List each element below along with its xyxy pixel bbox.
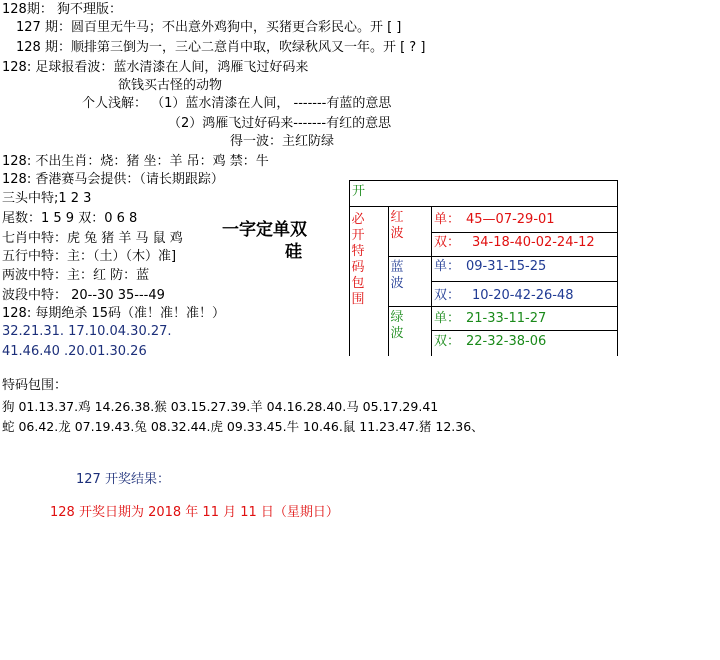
table-side-label: 必开特码包围 xyxy=(351,212,365,307)
green-single-numbers: 21-33-11-27 xyxy=(466,311,547,326)
seven-zodiac-line: 七肖中特：虎 兔 猪 羊 马 鼠 鸡 xyxy=(2,231,183,246)
special-code-title: 特码包围： xyxy=(2,378,68,393)
red-single-numbers: 45—07-29-01 xyxy=(466,212,555,227)
green-double-numbers: 22-32-38-06 xyxy=(466,334,547,349)
blue-single-numbers: 09-31-15-25 xyxy=(466,259,547,274)
three-heads-line: 三头中特;1 2 3 xyxy=(2,191,92,206)
blue-wave-label: 蓝波 xyxy=(390,260,404,291)
header-line-1: 128期： 狗不理版： xyxy=(2,2,122,17)
special-code-row-2: 蛇 06.42.龙 07.19.43.兔 08.32.44.虎 09.33.45.牛 10.46.鼠 11.23.47.猪 12.36、 xyxy=(2,419,484,434)
draw-result-label: 127 开奖结果： xyxy=(76,472,170,487)
no-zodiac-line: 128: 不出生肖：烧：猪 坐：羊 吊：鸡 禁：牛 xyxy=(2,154,269,169)
blue-double-numbers: 10-20-42-26-48 xyxy=(472,288,574,303)
poem-line-1: 128: 足球报看波：蓝水清漆在人间，鸿雁飞过好码来 xyxy=(2,60,309,75)
header-line-3: 128 期：顺排第三倒为一，三心二意肖中取，吹绿秋风又一年。开 [ ? ] xyxy=(16,40,426,55)
two-waves-line: 两波中特：主：红 防：蓝 xyxy=(2,268,150,283)
tail-number-line: 尾数：1 5 9 双：0 6 8 xyxy=(2,211,138,226)
kill-numbers-row-1: 32.21.31. 17.10.04.30.27. xyxy=(2,324,172,339)
kill-numbers-title: 128: 每期绝杀 15码（准！准！准！） xyxy=(2,306,225,321)
hk-jockey-line: 128: 香港赛马会提供：（请长期跟踪） xyxy=(2,172,224,187)
poem-line-3: 个人浅解： （1）蓝水清漆在人间， -------有蓝的意思 xyxy=(82,96,392,111)
red-single-label: 单： xyxy=(434,212,461,227)
green-single-label: 单： xyxy=(434,311,461,326)
five-elements-line: 五行中特：主：（土）（木）准] xyxy=(2,249,177,264)
single-double-answer: 硅 xyxy=(285,242,302,262)
special-code-row-1: 狗 01.13.37.鸡 14.26.38.猴 03.15.27.39.羊 04.16.28.40.马 05.17.29.41 xyxy=(2,399,439,414)
single-double-title: 一字定单双 xyxy=(222,220,307,240)
poem-line-2: 欲钱买古怪的动物 xyxy=(118,78,223,93)
red-wave-label: 红波 xyxy=(390,210,404,241)
red-double-numbers: 34-18-40-02-24-12 xyxy=(472,235,595,250)
poem-line-5: 得一波：主红防绿 xyxy=(230,134,335,149)
blue-double-label: 双： xyxy=(434,288,461,303)
green-double-label: 双： xyxy=(434,334,461,349)
table-open-label: 开 xyxy=(352,184,366,199)
poem-line-4: （2）鸿雁飞过好码来-------有红的意思 xyxy=(168,116,392,131)
next-draw-date: 128 开奖日期为 2018 年 11 月 11 日（星期日） xyxy=(50,505,339,520)
kill-numbers-row-2: 41.46.40 .20.01.30.26 xyxy=(2,344,147,359)
blue-single-label: 单： xyxy=(434,259,461,274)
header-line-2: 127 期：圆百里无牛马；不出意外鸡狗中，买猪更合彩民心。开 [ ] xyxy=(16,20,402,35)
wave-range-line: 波段中特： 20--30 35---49 xyxy=(2,288,165,303)
green-wave-label: 绿波 xyxy=(390,310,404,341)
red-double-label: 双： xyxy=(434,235,461,250)
